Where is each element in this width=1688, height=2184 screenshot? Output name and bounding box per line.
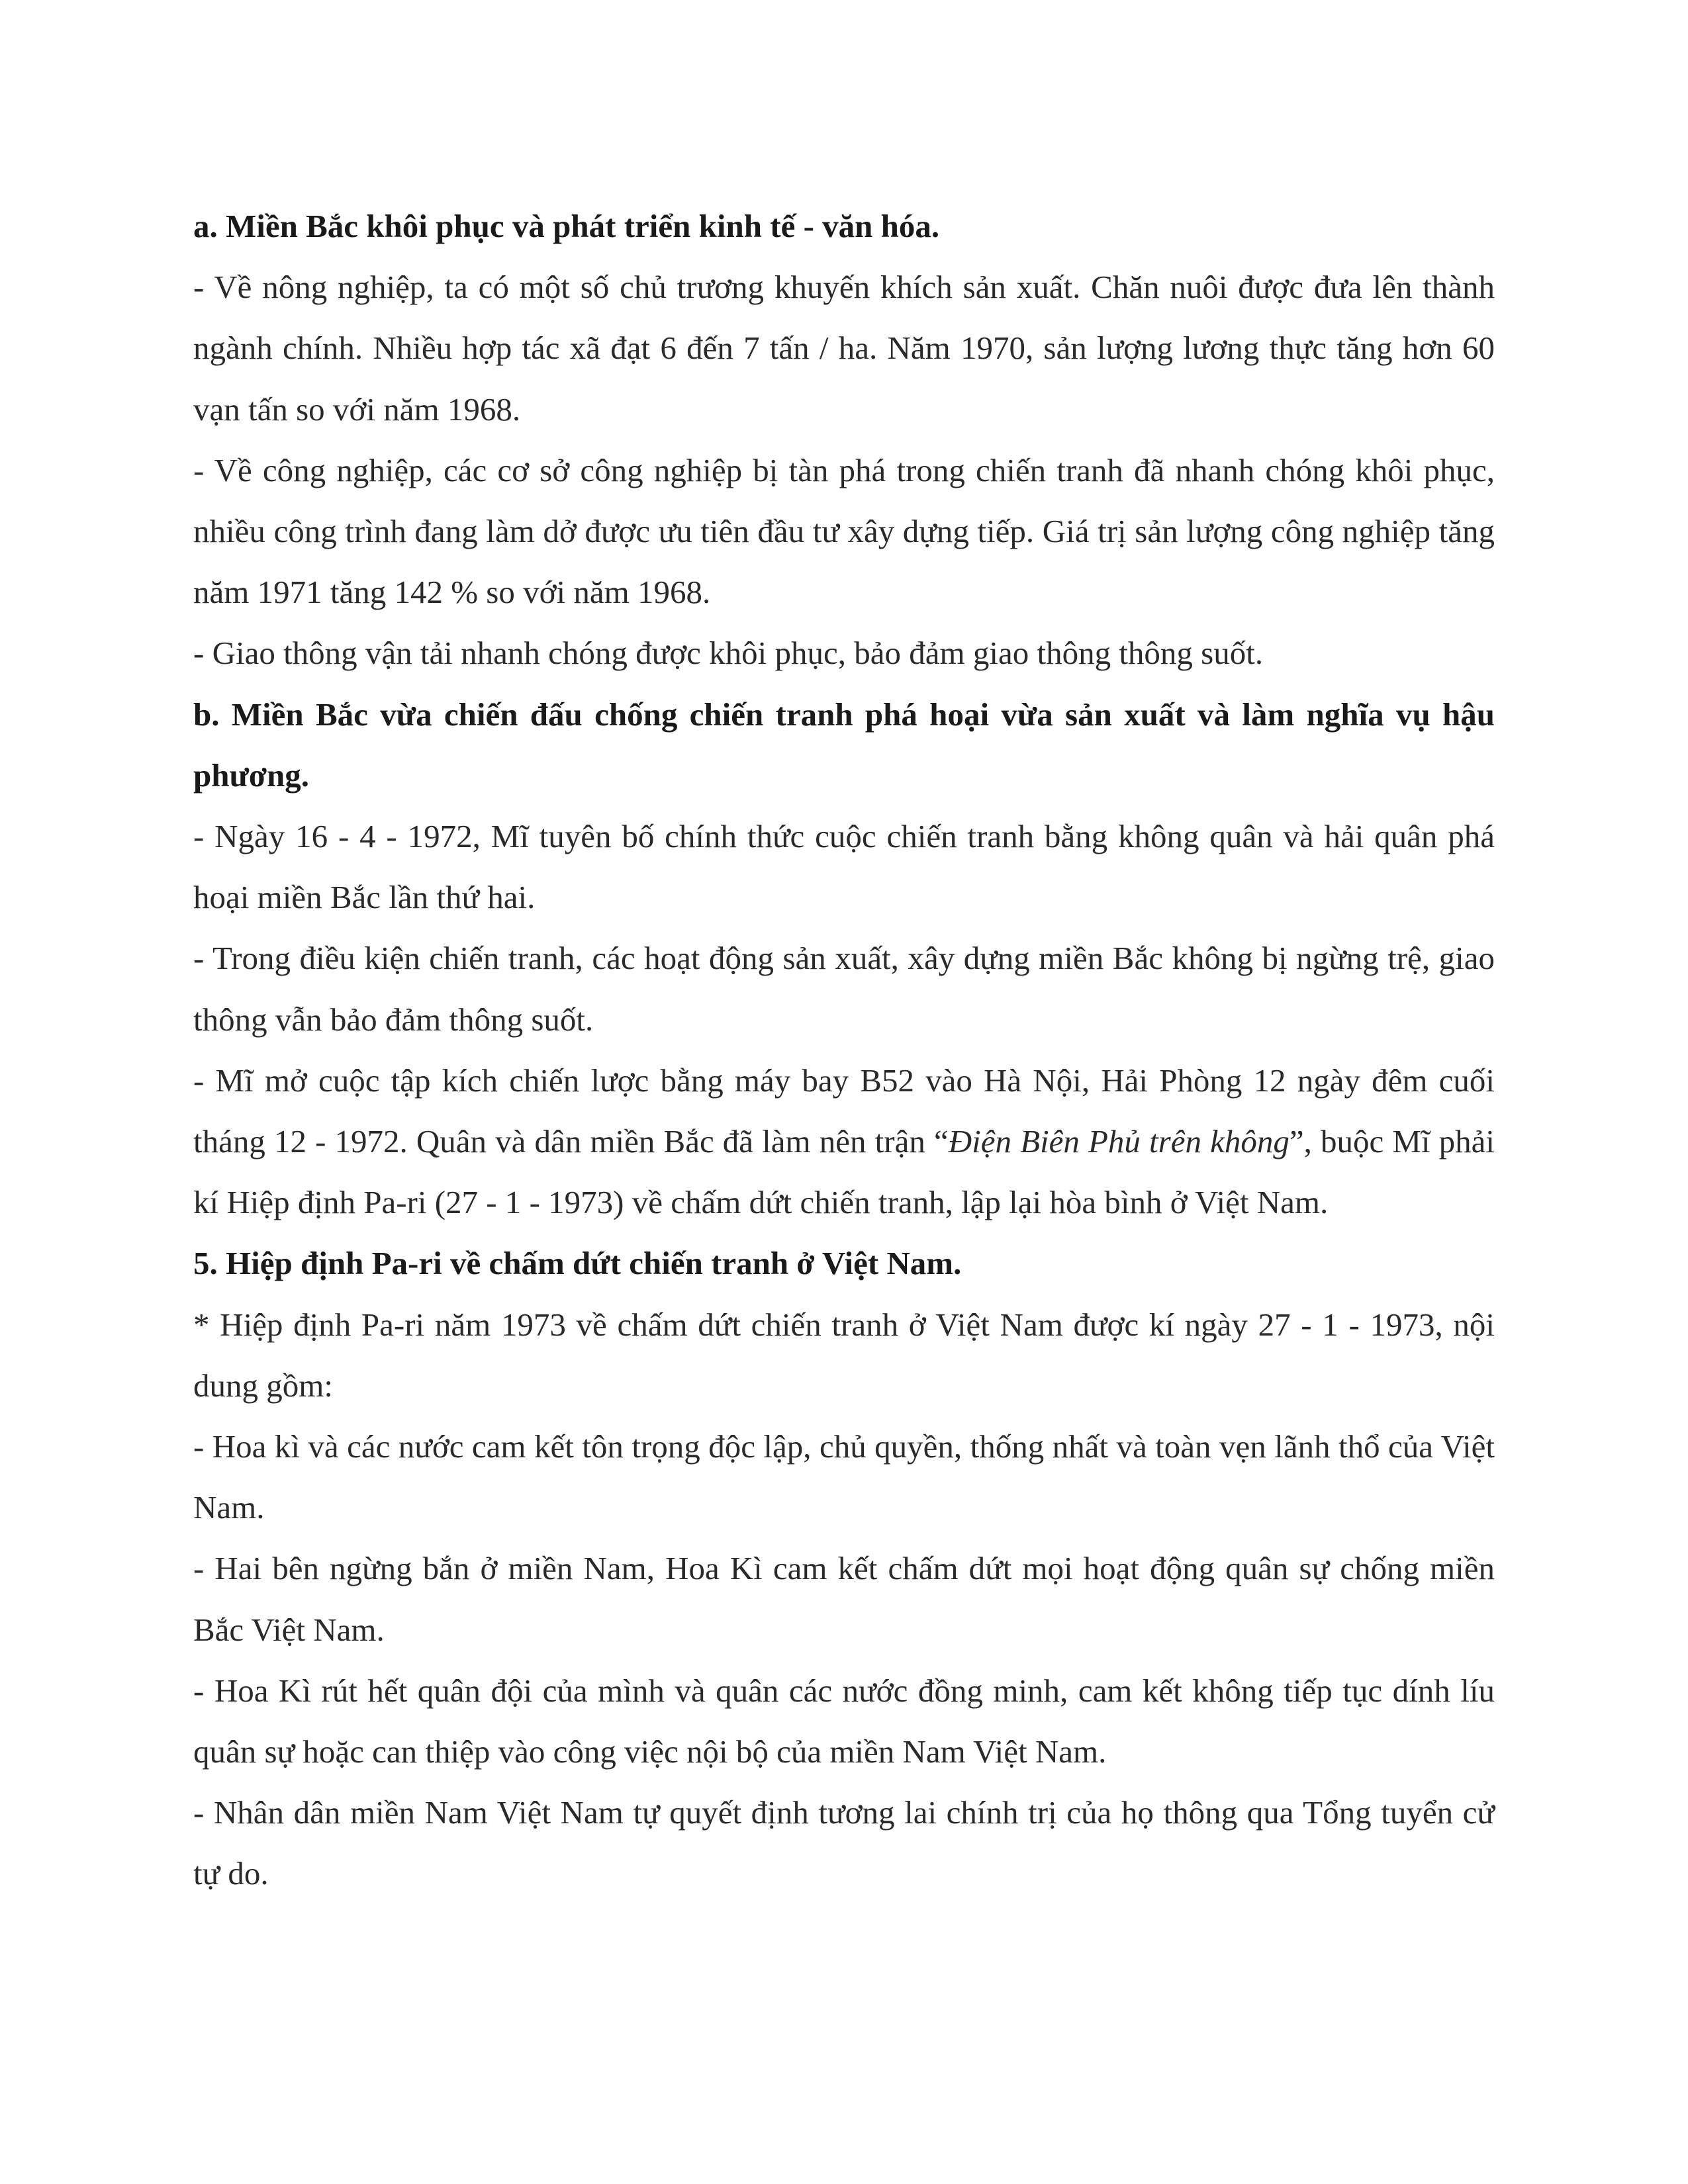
section-a-heading: a. Miền Bắc khôi phục và phát triển kinh tế - văn hóa. xyxy=(193,208,940,244)
section-b-paragraph-war-declaration: - Ngày 16 - 4 - 1972, Mĩ tuyên bố chính thức cuộc chiến tranh bằng không quân và hải quân phá hoại miền Bắc lần thứ hai. xyxy=(193,818,1495,916)
section-5-paragraph-ceasefire: - Hai bên ngừng bắn ở miền Nam, Hoa Kì cam kết chấm dứt mọi hoạt động quân sự chống miền Bắc Việt Nam. xyxy=(193,1550,1495,1648)
section-5-heading: 5. Hiệp định Pa-ri về chấm dứt chiến tranh ở Việt Nam. xyxy=(193,1245,962,1282)
section-b-paragraph-production: - Trong điều kiện chiến tranh, các hoạt động sản xuất, xây dựng miền Bắc không bị ngừng trệ, giao thông vẫn bảo đảm thông suốt. xyxy=(193,940,1495,1038)
b52-text-before: - Mĩ mở cuộc tập kích chiến lược bằng máy bay B52 vào Hà Nội, Hải Phòng 12 ngày đêm cuối tháng 12 - 1972. Quân và dân miền Bắc đã làm nên trận “ xyxy=(193,1062,1495,1160)
section-a-paragraph-transport: - Giao thông vận tải nhanh chóng được khôi phục, bảo đảm giao thông thông suốt. xyxy=(193,635,1264,672)
section-5-paragraph-sovereignty: - Hoa kì và các nước cam kết tôn trọng độc lập, chủ quyền, thống nhất và toàn vẹn lãnh thổ của Việt Nam. xyxy=(193,1428,1495,1526)
section-5-paragraph-withdrawal: - Hoa Kì rút hết quân đội của mình và quân các nước đồng minh, cam kết không tiếp tục dính líu quân sự hoặc can thiệp vào công việc nội bộ của miền Nam Việt Nam. xyxy=(193,1672,1495,1770)
section-5-paragraph-self-determination: - Nhân dân miền Nam Việt Nam tự quyết định tương lai chính trị của họ thông qua Tổng tuyển cử tự do. xyxy=(193,1794,1495,1892)
section-a-paragraph-agriculture: - Về nông nghiệp, ta có một số chủ trương khuyến khích sản xuất. Chăn nuôi được đưa lên thành ngành chính. Nhiều hợp tác xã đạt 6 đến 7 tấn / ha. Năm 1970, sản lượng lương thực tăng hơn 60 vạn tấn so với năm 1968. xyxy=(193,269,1495,428)
section-b-heading: b. Miền Bắc vừa chiến đấu chống chiến tranh phá hoại vừa sản xuất và làm nghĩa vụ hậu phương. xyxy=(193,696,1495,794)
document-body xyxy=(193,196,1495,1905)
section-a-paragraph-industry: - Về công nghiệp, các cơ sở công nghiệp bị tàn phá trong chiến tranh đã nhanh chóng khôi phục, nhiều công trình đang làm dở được ưu tiên đầu tư xây dựng tiếp. Giá trị sản lượng công nghiệp tăng năm 1971 tăng 142 % so với năm 1968. xyxy=(193,451,1495,611)
section-5-paragraph-intro: * Hiệp định Pa-ri năm 1973 về chấm dứt chiến tranh ở Việt Nam được kí ngày 27 - 1 - 1973, nội dung gồm: xyxy=(193,1306,1495,1404)
b52-italic-phrase: Điện Biên Phủ trên không xyxy=(948,1123,1289,1160)
section-b-paragraph-b52 xyxy=(193,1050,1495,1234)
b52-text-after: ”, buộc Mĩ phải kí Hiệp định Pa-ri (27 - 1 - 1973) về chấm dứt chiến tranh, lập lại hòa bình ở Việt Nam. xyxy=(193,1123,1495,1221)
